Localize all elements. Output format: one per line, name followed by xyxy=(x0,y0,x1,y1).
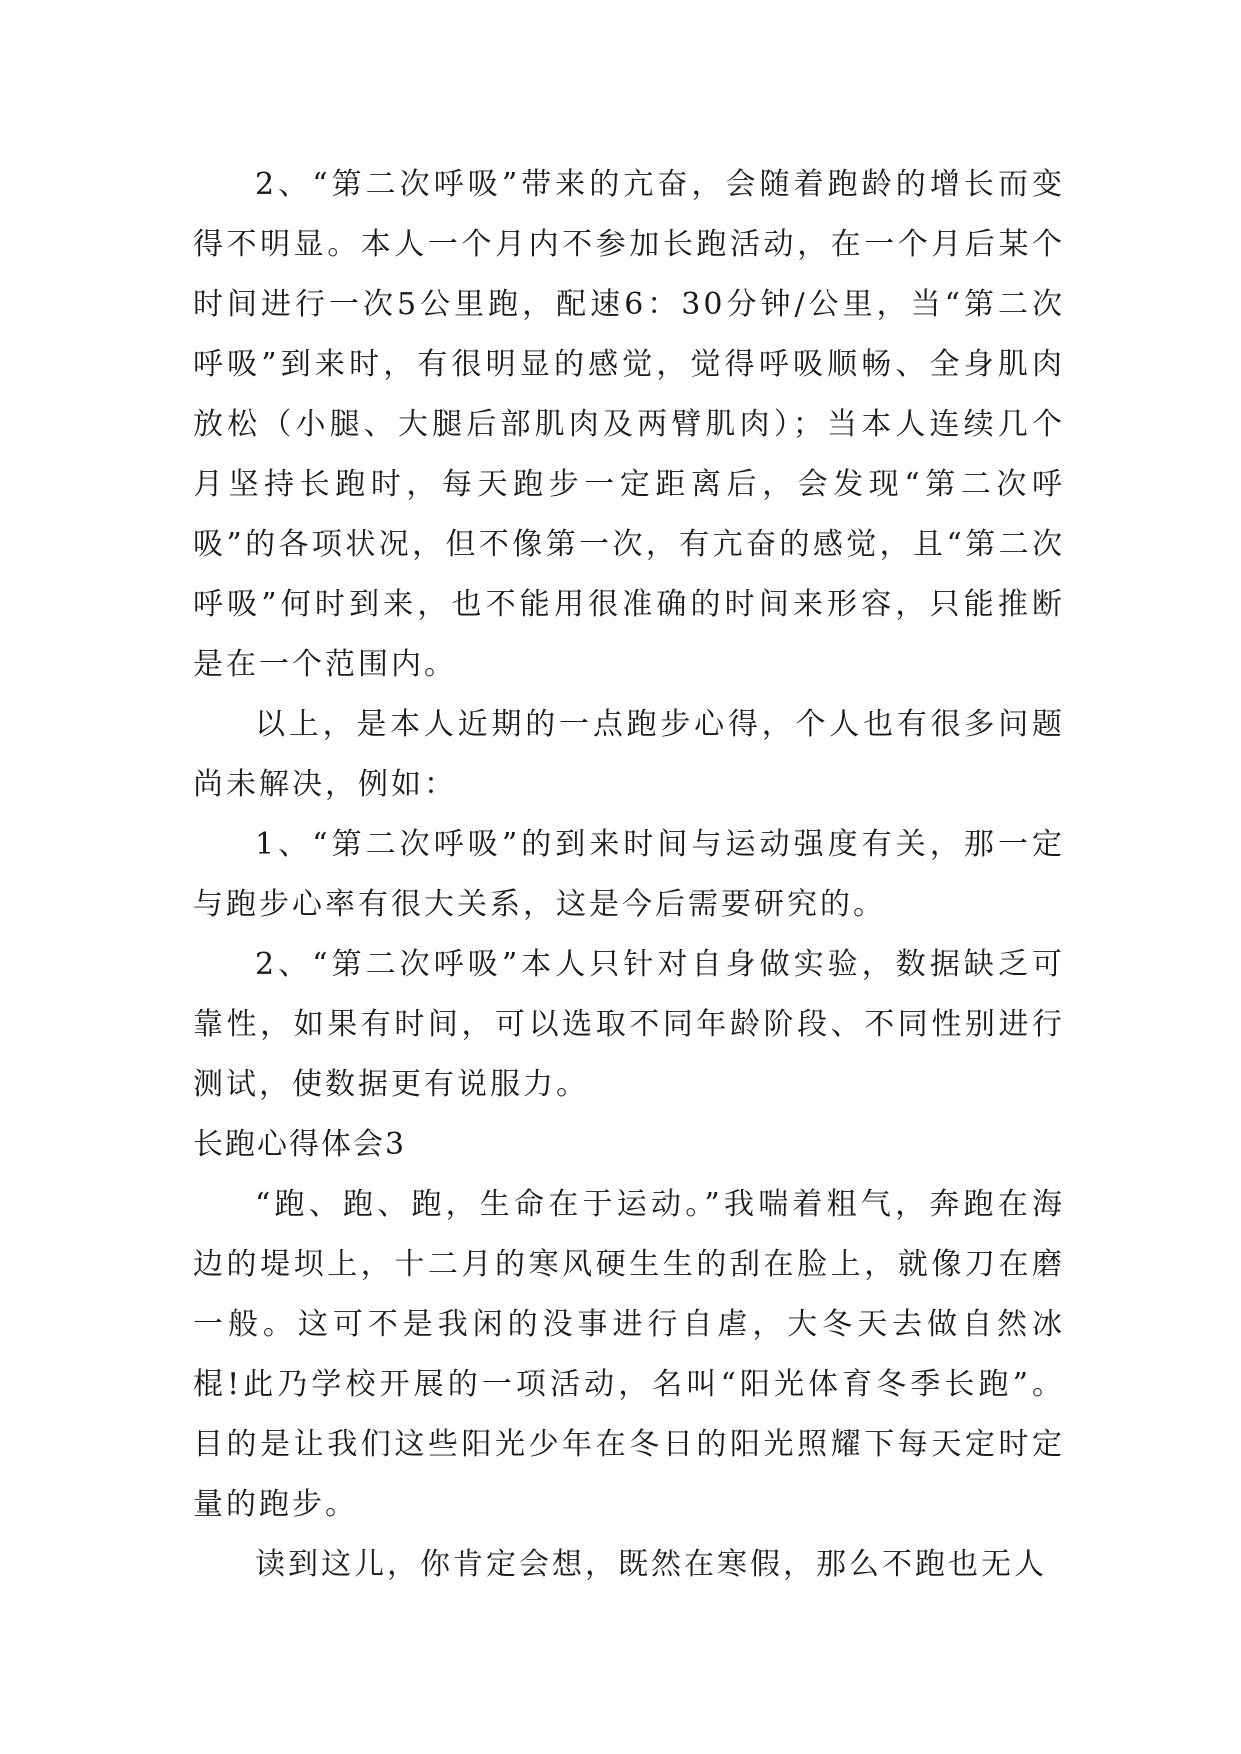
section-heading: 长跑心得体会3 xyxy=(193,1127,407,1162)
document-body xyxy=(193,155,1065,1595)
paragraph-issue-2: 2、“第二次呼吸”本人只针对自身做实验，数据缺乏可靠性，如果有时间，可以选取不同年龄阶段、不同性别进行测试，使数据更有说服力。 xyxy=(193,947,1065,1102)
paragraph-winter-run: “跑、跑、跑，生命在于运动。”我喘着粗气，奔跑在海边的堤坝上，十二月的寒风硬生生的刮在脸上，就像刀在磨一般。这可不是我闲的没事进行自虐，大冬天去做自然冰棍!此乃学校开展的一项活动，名叫“阳光体育冬季长跑”。目的是让我们这些阳光少年在冬日的阳光照耀下每天定时定量的跑步。 xyxy=(193,1187,1065,1522)
paragraph-summary: 以上，是本人近期的一点跑步心得，个人也有很多问题尚未解决，例如： xyxy=(193,707,1065,802)
paragraph-issue-1: 1、“第二次呼吸”的到来时间与运动强度有关，那一定与跑步心率有很大关系，这是今后需要研究的。 xyxy=(193,827,1065,922)
paragraph-breathing-observation: 2、“第二次呼吸”带来的亢奋，会随着跑龄的增长而变得不明显。本人一个月内不参加长跑活动，在一个月后某个时间进行一次5公里跑，配速6：30分钟/公里，当“第二次呼吸”到来时，有很明显的感觉，觉得呼吸顺畅、全身肌肉放松（小腿、大腿后部肌肉及两臂肌肉）；当本人连续几个月坚持长跑时，每天跑步一定距离后，会发现“第二次呼吸”的各项状况，但不像第一次，有亢奋的感觉，且“第二次呼吸”何时到来，也不能用很准确的时间来形容，只能推断是在一个范围内。 xyxy=(193,167,1065,682)
paragraph-winter-break: 读到这儿，你肯定会想，既然在寒假，那么不跑也无人 xyxy=(255,1547,1047,1582)
